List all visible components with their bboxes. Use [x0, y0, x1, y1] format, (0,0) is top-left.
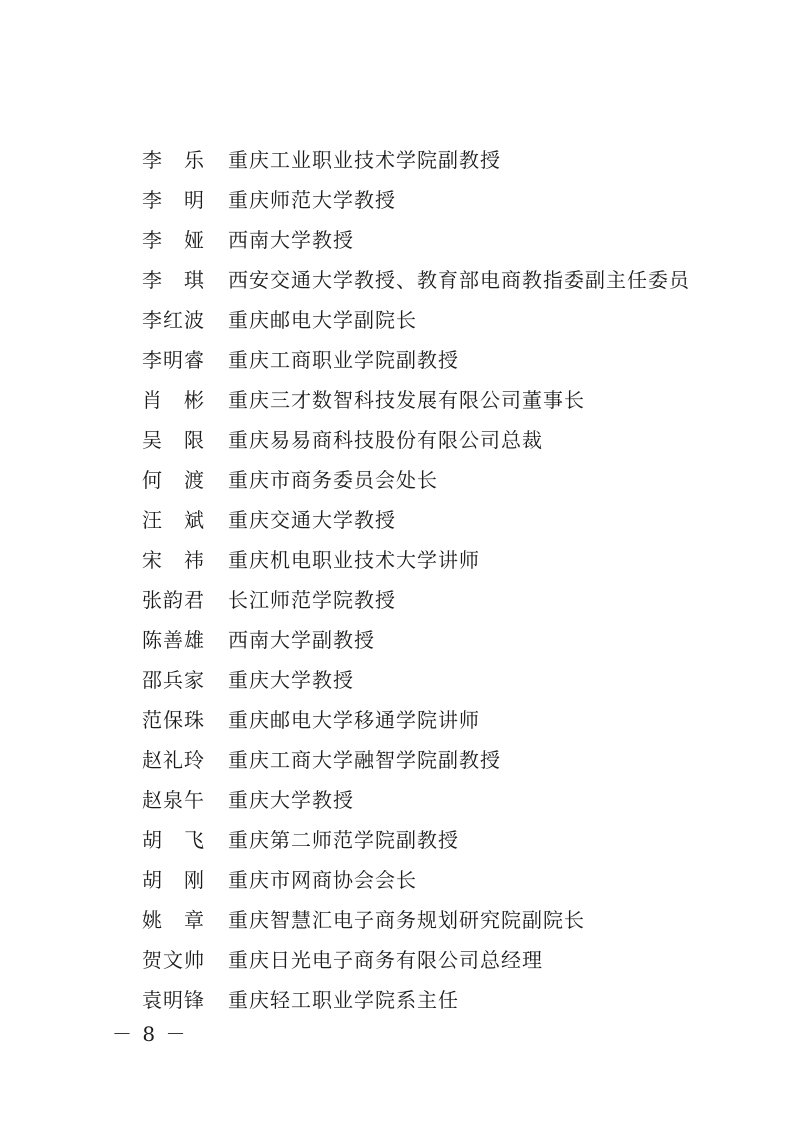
- member-title: 重庆市网商协会会长: [228, 868, 417, 892]
- list-item: [0, 660, 793, 700]
- member-title: 重庆轻工职业学院系主任: [228, 988, 459, 1012]
- member-title: 重庆工商职业学院副教授: [228, 348, 459, 372]
- list-item: [0, 380, 793, 420]
- member-name: 邵 兵 家: [142, 668, 204, 692]
- member-name: 范 保 珠: [142, 708, 204, 732]
- member-name: 李 琪: [142, 268, 204, 292]
- member-name: 张 韵 君: [142, 588, 204, 612]
- list-item: [0, 500, 793, 540]
- member-name: 何 渡: [142, 468, 204, 492]
- list-item: [0, 260, 793, 300]
- list-item: [0, 940, 793, 980]
- member-title: 重庆第二师范学院副教授: [228, 828, 459, 852]
- list-item: [0, 700, 793, 740]
- list-item: [0, 340, 793, 380]
- list-item: [0, 980, 793, 1020]
- list-item: [0, 140, 793, 180]
- member-name: 李 娅: [142, 228, 204, 252]
- member-name: 李 红 波: [142, 308, 204, 332]
- member-name: 胡 刚: [142, 868, 204, 892]
- member-name: 贺 文 帅: [142, 948, 204, 972]
- member-title: 西安交通大学教授、教育部电商教指委副主任委员: [228, 268, 690, 292]
- list-item: [0, 580, 793, 620]
- list-item: [0, 820, 793, 860]
- member-name: 李 明: [142, 188, 204, 212]
- list-item: [0, 420, 793, 460]
- member-name: 袁 明 锋: [142, 988, 204, 1012]
- member-name: 胡 飞: [142, 828, 204, 852]
- member-title: 重庆邮电大学副院长: [228, 308, 417, 332]
- list-item: [0, 220, 793, 260]
- member-title: 重庆智慧汇电子商务规划研究院副院长: [228, 908, 585, 932]
- member-title: 重庆市商务委员会处长: [228, 468, 438, 492]
- list-item: [0, 460, 793, 500]
- member-title: 重庆工商大学融智学院副教授: [228, 748, 501, 772]
- member-title: 重庆师范大学教授: [228, 188, 396, 212]
- member-name: 陈 善 雄: [142, 628, 204, 652]
- member-title: 重庆大学教授: [228, 788, 354, 812]
- member-name: 赵 泉 午: [142, 788, 204, 812]
- member-title: 西南大学副教授: [228, 628, 375, 652]
- member-title: 重庆工业职业技术学院副教授: [228, 148, 501, 172]
- member-title: 重庆机电职业技术大学讲师: [228, 548, 480, 572]
- member-name: 肖 彬: [142, 388, 204, 412]
- member-name: 李 乐: [142, 148, 204, 172]
- member-title: 重庆易易商科技股份有限公司总裁: [228, 428, 543, 452]
- member-title: 重庆邮电大学移通学院讲师: [228, 708, 480, 732]
- member-title: 重庆大学教授: [228, 668, 354, 692]
- member-title: 西南大学教授: [228, 228, 354, 252]
- member-name: 吴 限: [142, 428, 204, 452]
- list-item: [0, 740, 793, 780]
- member-name: 李 明 睿: [142, 348, 204, 372]
- list-item: [0, 900, 793, 940]
- list-item: [0, 540, 793, 580]
- member-name: 宋 祎: [142, 548, 204, 572]
- list-item: [0, 860, 793, 900]
- member-name: 汪 斌: [142, 508, 204, 532]
- list-item: [0, 300, 793, 340]
- member-title: 重庆交通大学教授: [228, 508, 396, 532]
- member-title: 重庆三才数智科技发展有限公司董事长: [228, 388, 585, 412]
- page-number: － 8 －: [112, 1022, 188, 1046]
- list-item: [0, 180, 793, 220]
- list-item: [0, 780, 793, 820]
- member-list: [0, 140, 793, 1020]
- member-title: 长江师范学院教授: [228, 588, 396, 612]
- member-title: 重庆日光电子商务有限公司总经理: [228, 948, 543, 972]
- member-name: 赵 礼 玲: [142, 748, 204, 772]
- member-name: 姚 章: [142, 908, 204, 932]
- list-item: [0, 620, 793, 660]
